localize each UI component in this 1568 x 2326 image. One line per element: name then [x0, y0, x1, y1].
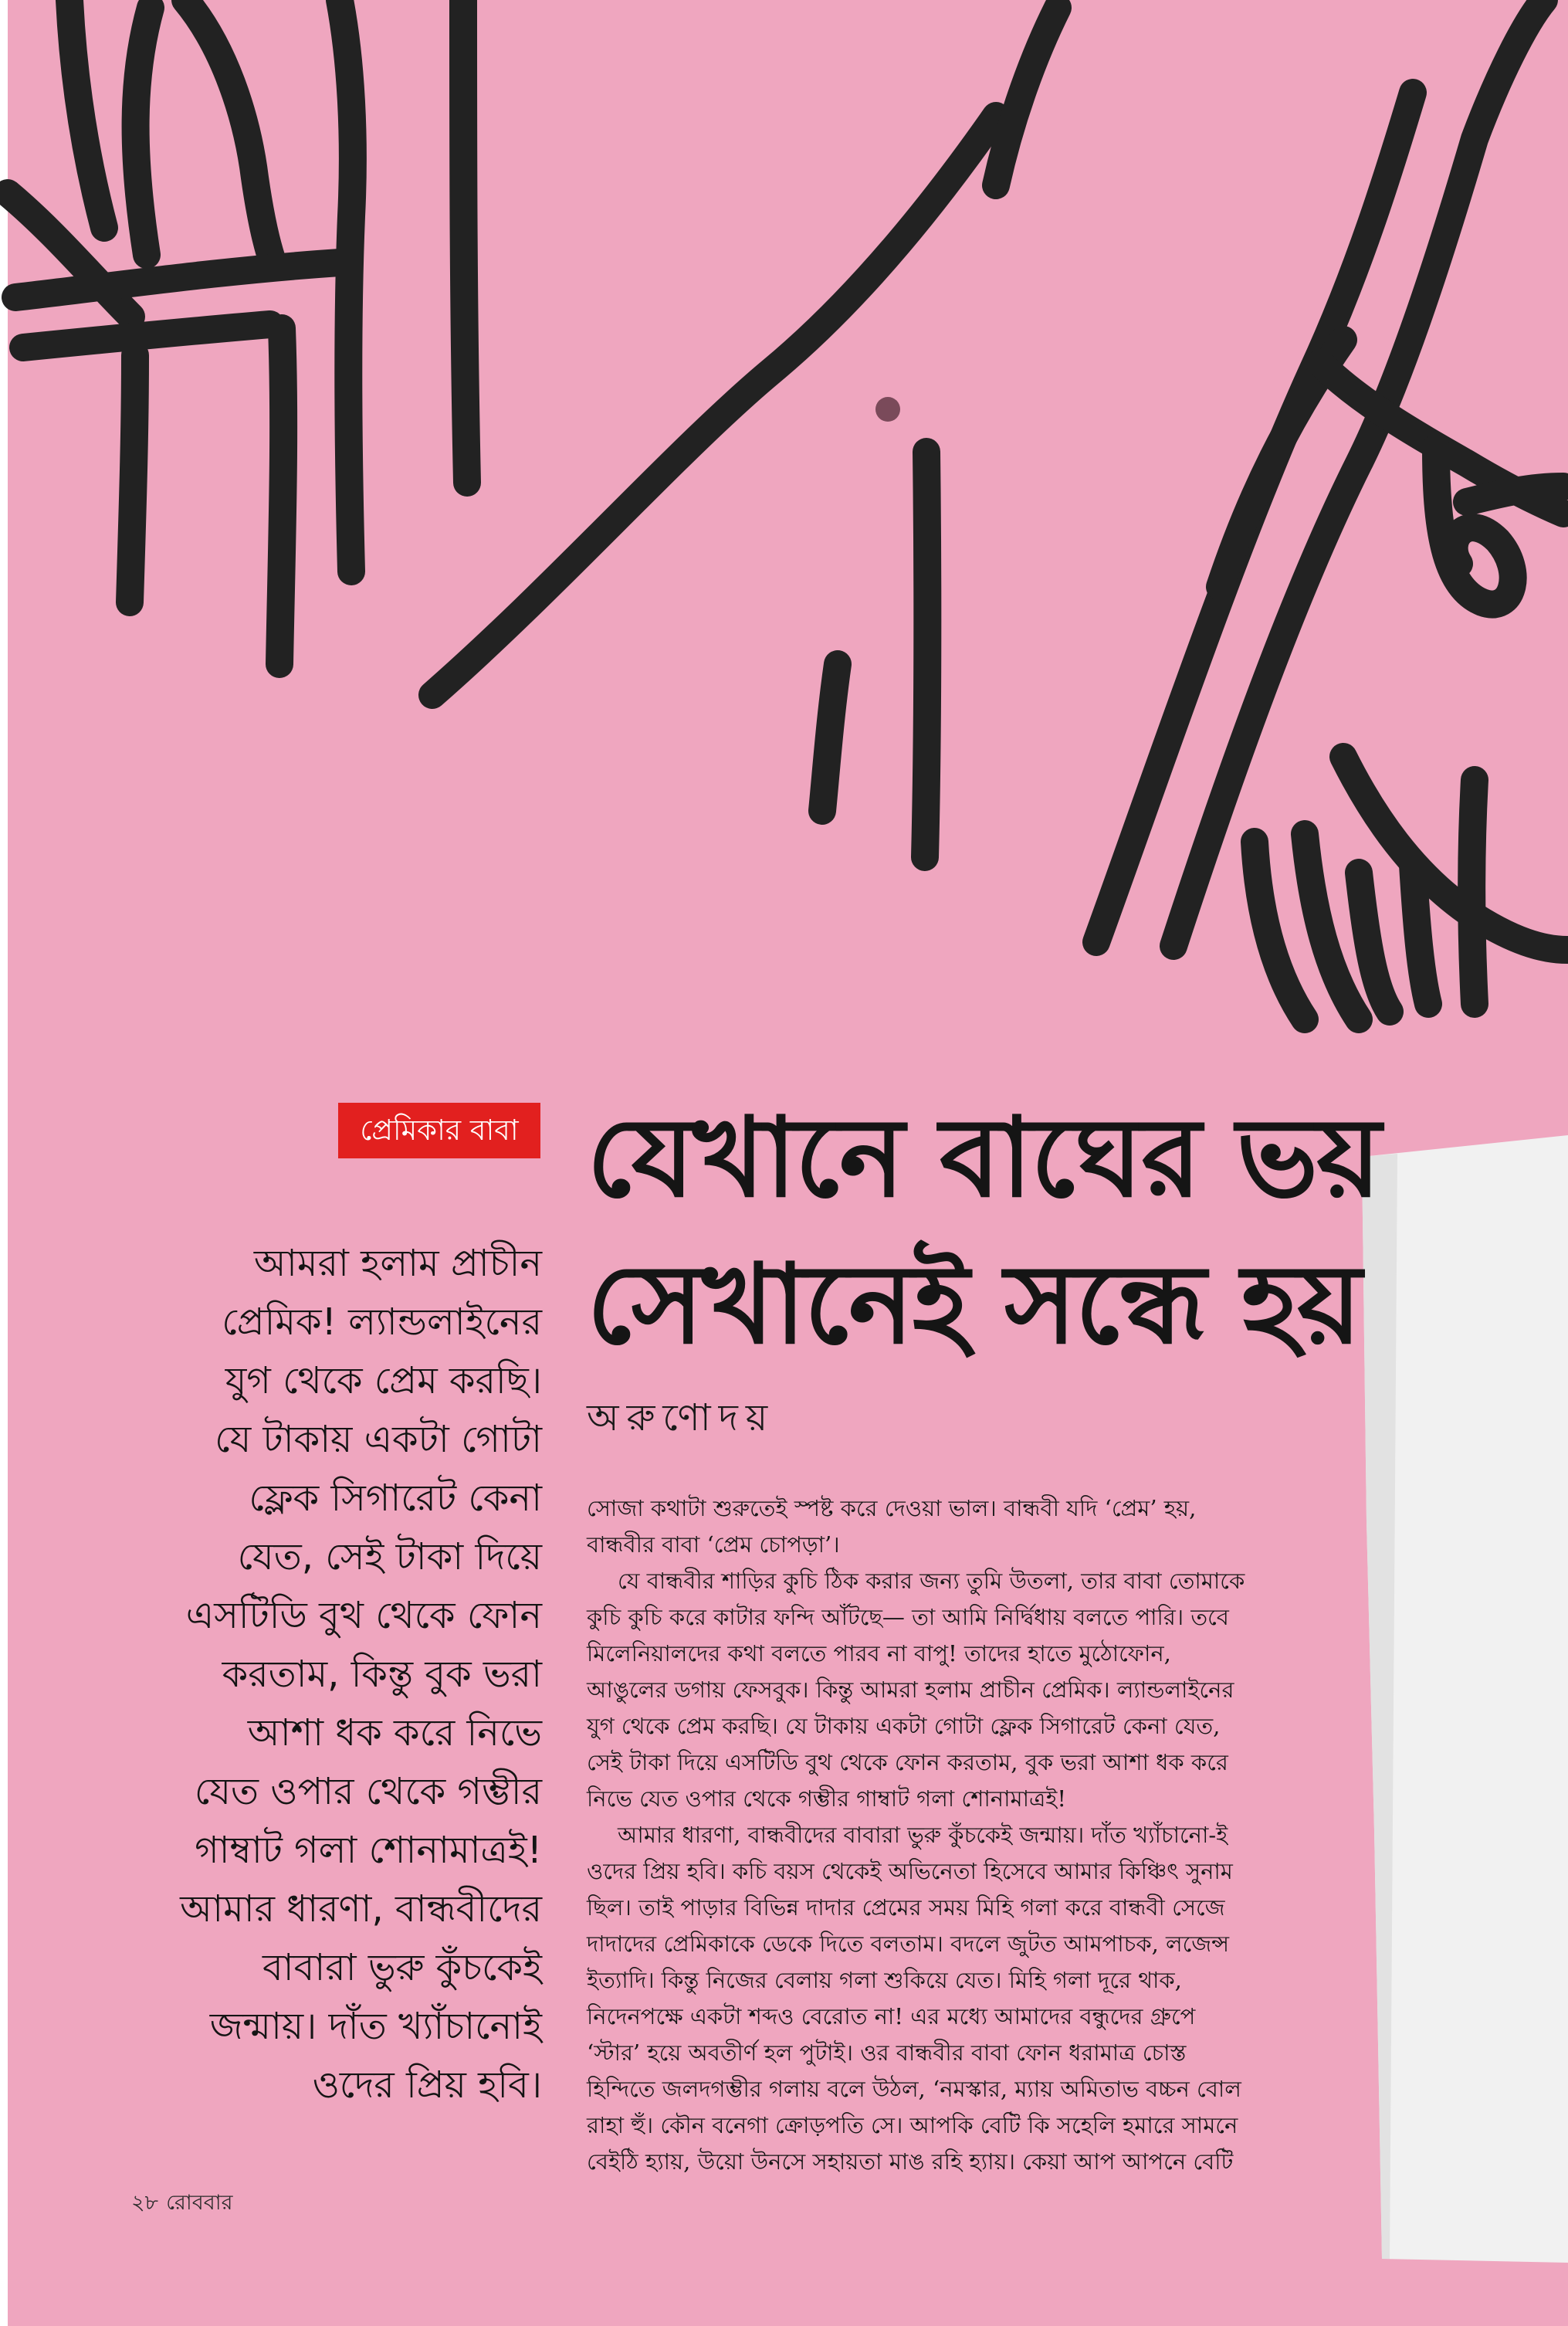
pull-quote [131, 1234, 542, 2114]
body-line: নিদেনপক্ষে একটা শব্দও বেরোত না! এর মধ্যে আমাদের বন্ধুদের গ্রুপে [587, 2003, 1196, 2029]
body-line: কুচি কুচি করে কাটার ফন্দি আঁটছে— তা আমি নির্দ্বিধায় বলতে পারি। তবে [587, 1604, 1229, 1630]
article-body [587, 1490, 1328, 2180]
pull-quote-line: আশা ধক করে নিভে [247, 1711, 542, 1755]
body-line: ‘স্টার’ হয়ে অবতীর্ণ হল পুটাই। ওর বান্ধবীর বাবা ফোন ধরামাত্র চোস্ত [587, 2039, 1187, 2066]
ink-brush-illustration [0, 0, 1568, 1066]
pull-quote-line: আমার ধারণা, বান্ধবীদের [180, 1887, 542, 1931]
pull-quote-line: এসটিডি বুথ থেকে ফোন [185, 1594, 542, 1637]
body-line: সেই টাকা দিয়ে এসটিডি বুথ থেকে ফোন করতাম, বুক ভরা আশা ধক করে [587, 1749, 1228, 1775]
body-line: ছিল। তাই পাড়ার বিভিন্ন দাদার প্রেমের সময় মিহি গলা করে বান্ধবী সেজে [587, 1894, 1225, 1921]
body-line: নিভে যেত ওপার থেকে গম্ভীর গাম্বাট গলা শোনামাত্রই! [587, 1785, 1067, 1812]
body-line: বেইঠি হ্যায়, উয়ো উনসে সহায়তা মাঙ রহি হ্যায়। কেয়া আপ আপনে বেটি [587, 2148, 1234, 2175]
pull-quote-line: জন্মায়। দাঁত খ্যাঁচানোই [209, 2005, 542, 2048]
headline [587, 1085, 1451, 1378]
page-number: ২৮ [131, 2191, 159, 2215]
pull-quote-line: যে টাকায় একটা গোটা [215, 1418, 542, 1461]
headline-line-1: যেখানে বাঘের ভয় [587, 1094, 1380, 1222]
pull-quote-line: ফ্লেক সিগারেট কেনা [249, 1477, 542, 1520]
author-byline: অরুণোদয় [587, 1396, 776, 1439]
category-tag: প্রেমিকার বাবা [338, 1103, 540, 1158]
pull-quote-line: আমরা হলাম প্রাচীন [253, 1242, 542, 1285]
magazine-name: রোববার [166, 2191, 233, 2215]
body-line: হিন্দিতে জলদগম্ভীর গলায় বলে উঠল, ‘নমস্কার, ম্যায় অমিতাভ বচ্চন বোল [587, 2076, 1241, 2102]
body-line: রাহা হুঁ। কৌন বনেগা ক্রোড়পতি সে। আপকি বেটি কি সহেলি হমারে সামনে [587, 2112, 1238, 2138]
pull-quote-line: গাম্বাট গলা শোনামাত্রই! [195, 1829, 542, 1872]
pull-quote-line: প্রেমিক! ল্যান্ডলাইনের [222, 1300, 542, 1344]
body-line: বান্ধবীর বাবা ‘প্রেম চোপড়া’। [587, 1531, 840, 1558]
pull-quote-line: ওদের প্রিয় হবি। [312, 2063, 542, 2107]
pull-quote-line: করতাম, কিন্তু বুক ভরা [222, 1653, 542, 1696]
pull-quote-line: যুগ থেকে প্রেম করছি। [225, 1359, 542, 1402]
body-line: আমার ধারণা, বান্ধবীদের বাবারা ভুরু কুঁচকেই জন্মায়। দাঁত খ্যাঁচানো-ই [618, 1822, 1228, 1848]
body-line: ওদের প্রিয় হবি। কচি বয়স থেকেই অভিনেতা হিসেবে আমার কিঞ্চিৎ সুনাম [587, 1858, 1233, 1884]
body-line: যুগ থেকে প্রেম করছি। যে টাকায় একটা গোটা ফ্লেক সিগারেট কেনা যেত, [587, 1713, 1221, 1739]
pull-quote-line: যেত, সেই টাকা দিয়ে [237, 1535, 542, 1578]
body-line: সোজা কথাটা শুরুতেই স্পষ্ট করে দেওয়া ভাল। বান্ধবী যদি ‘প্রেম’ হয়, [587, 1495, 1197, 1521]
body-line: মিলেনিয়ালদের কথা বলতে পারব না বাপু! তাদের হাতে মুঠোফোন, [587, 1640, 1171, 1667]
pull-quote-line: বাবারা ভুরু কুঁচকেই [262, 1946, 542, 1989]
body-line: ইত্যাদি। কিন্তু নিজের বেলায় গলা শুকিয়ে যেত। মিহি গলা দূরে থাক, [587, 1967, 1182, 1993]
pull-quote-line: যেত ওপার থেকে গম্ভীর [194, 1770, 542, 1813]
page-footer [131, 2187, 232, 2222]
body-line: যে বান্ধবীর শাড়ির কুচি ঠিক করার জন্য তুমি উতলা, তার বাবা তোমাকে [618, 1568, 1245, 1594]
body-line: দাদাদের প্রেমিকাকে ডেকে দিতে বলতাম। বদলে জুটত আমপাচক, লজেন্স [587, 1931, 1230, 1957]
body-line: আঙুলের ডগায় ফেসবুক। কিন্তু আমরা হলাম প্রাচীন প্রেমিক। ল্যান্ডলাইনের [587, 1677, 1234, 1703]
headline-line-2: সেখানেই সন্ধে হয় [587, 1241, 1360, 1368]
